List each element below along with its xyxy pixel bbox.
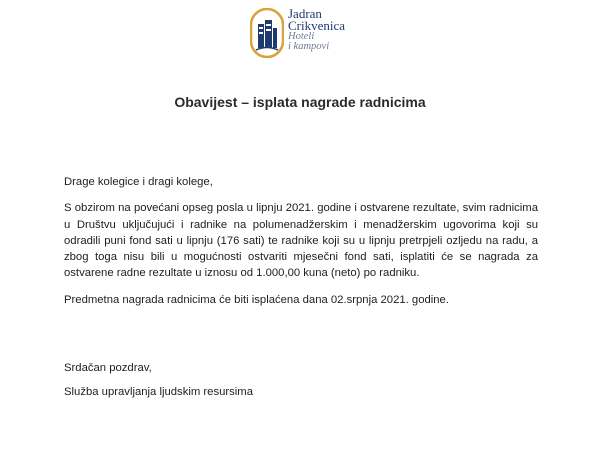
logo-line-4: i kampovi <box>288 41 330 52</box>
letter-greeting: Drage kolegice i dragi kolege, <box>64 176 213 188</box>
letter-paragraph-2: Predmetna nagrada radnicima će biti isplaćena dana 02.srpnja 2021. godine. <box>64 293 449 306</box>
letter-closing: Srdačan pozdrav, <box>64 362 152 374</box>
letter-body <box>64 174 538 308</box>
company-logo <box>250 8 360 70</box>
logo-line-2: Crikvenica <box>288 18 346 33</box>
logo-wordmark <box>288 8 345 52</box>
document-title: Obavijest – isplata nagrade radnicima <box>174 94 426 110</box>
logo-line-3: Hoteli <box>288 31 315 42</box>
letter-signature: Služba upravljanja ljudskim resursima <box>64 386 253 398</box>
letter-paragraph-1: S obzirom na povećani opseg posla u lipnju 2021. godine i ostvarene rezultate, svim radnicima u Društvu uključujući i radnike na polumenadžerskim i menadžerskim ugovorima koji su odradili puni fond sati u lipnju (176 sati) te radnike koji su u lipnju pretrpjeli ozljedu na radu, a zbog toga nisu bili u mogućnosti ostvariti mjesečni fond sati, isplatiti će se nagrada za ostvarene radne rezultate u iznosu od 1.000,00 kuna (neto) po radniku. <box>64 202 538 280</box>
hotel-emblem-icon <box>250 8 284 58</box>
logo-line-1: Jadran <box>288 6 322 21</box>
